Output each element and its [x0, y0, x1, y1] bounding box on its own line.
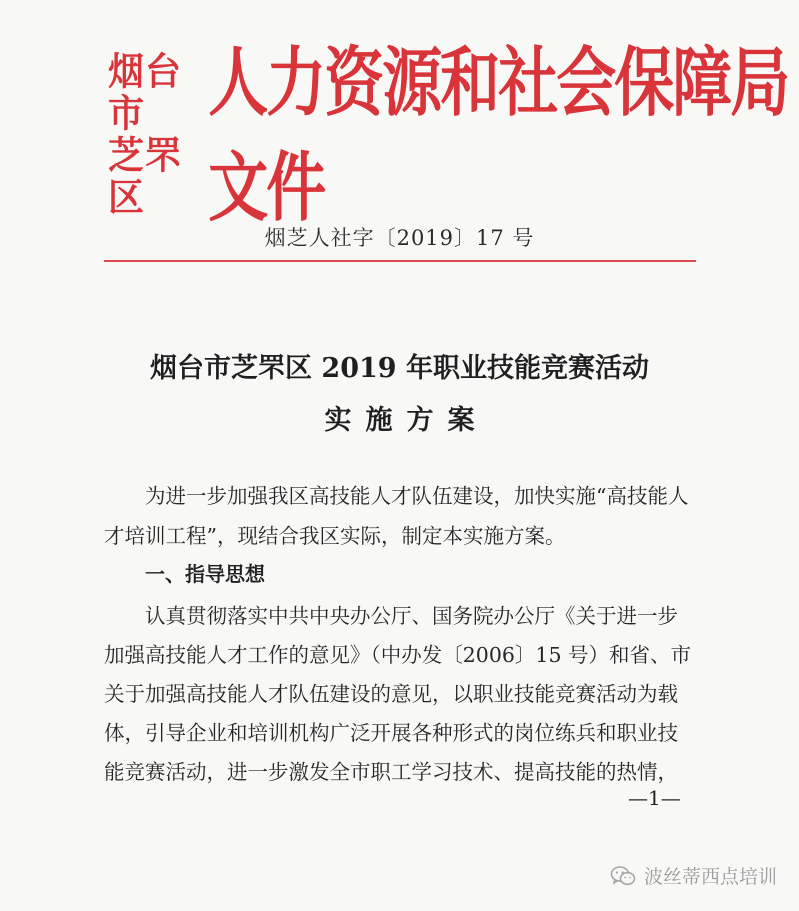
intro-line-1: 为进一步加强我区高技能人才队伍建设，加快实施“高技能人 [145, 484, 689, 508]
intro-line-2: 才培训工程”，现结合我区实际，制定本实施方案。 [104, 524, 566, 548]
document-title-line1: 烟台市芝罘区 2019 年职业技能竞赛活动 [150, 353, 649, 384]
letterhead [108, 39, 799, 233]
document-number: 烟芝人社字〔2019〕17 号 [264, 226, 535, 250]
letterhead-title: 人力资源和社会保障局文件 [208, 39, 789, 233]
watermark-text: 波丝蒂西点培训 [643, 866, 777, 888]
paragraph-line: 关于加强高技能人才队伍建设的意见，以职业技能竞赛活动为载 [104, 682, 678, 706]
letterhead-org-name [108, 52, 202, 220]
document-title-line2: 实施方案 [324, 405, 489, 436]
letterhead-line1: 烟台市 [108, 50, 183, 136]
letterhead-line2: 芝罘区 [108, 134, 183, 220]
paragraph-line: 体，引导企业和培训机构广泛开展各种形式的岗位练兵和职业技 [104, 721, 678, 745]
red-divider [104, 260, 696, 262]
paragraph-line: 认真贯彻落实中共中央办公厅、国务院办公厅《关于进一步 [145, 604, 678, 628]
paragraph-line: 能竞赛活动，进一步激发全市职工学习技术、提高技能的热情， [104, 760, 678, 784]
watermark [610, 862, 777, 889]
section-heading: 一、指导思想 [145, 562, 265, 586]
page-number: —1— [628, 786, 681, 810]
paragraph-line: 加强高技能人才工作的意见》（中办发〔2006〕15 号）和省、市 [104, 643, 692, 667]
wechat-icon [610, 865, 636, 887]
